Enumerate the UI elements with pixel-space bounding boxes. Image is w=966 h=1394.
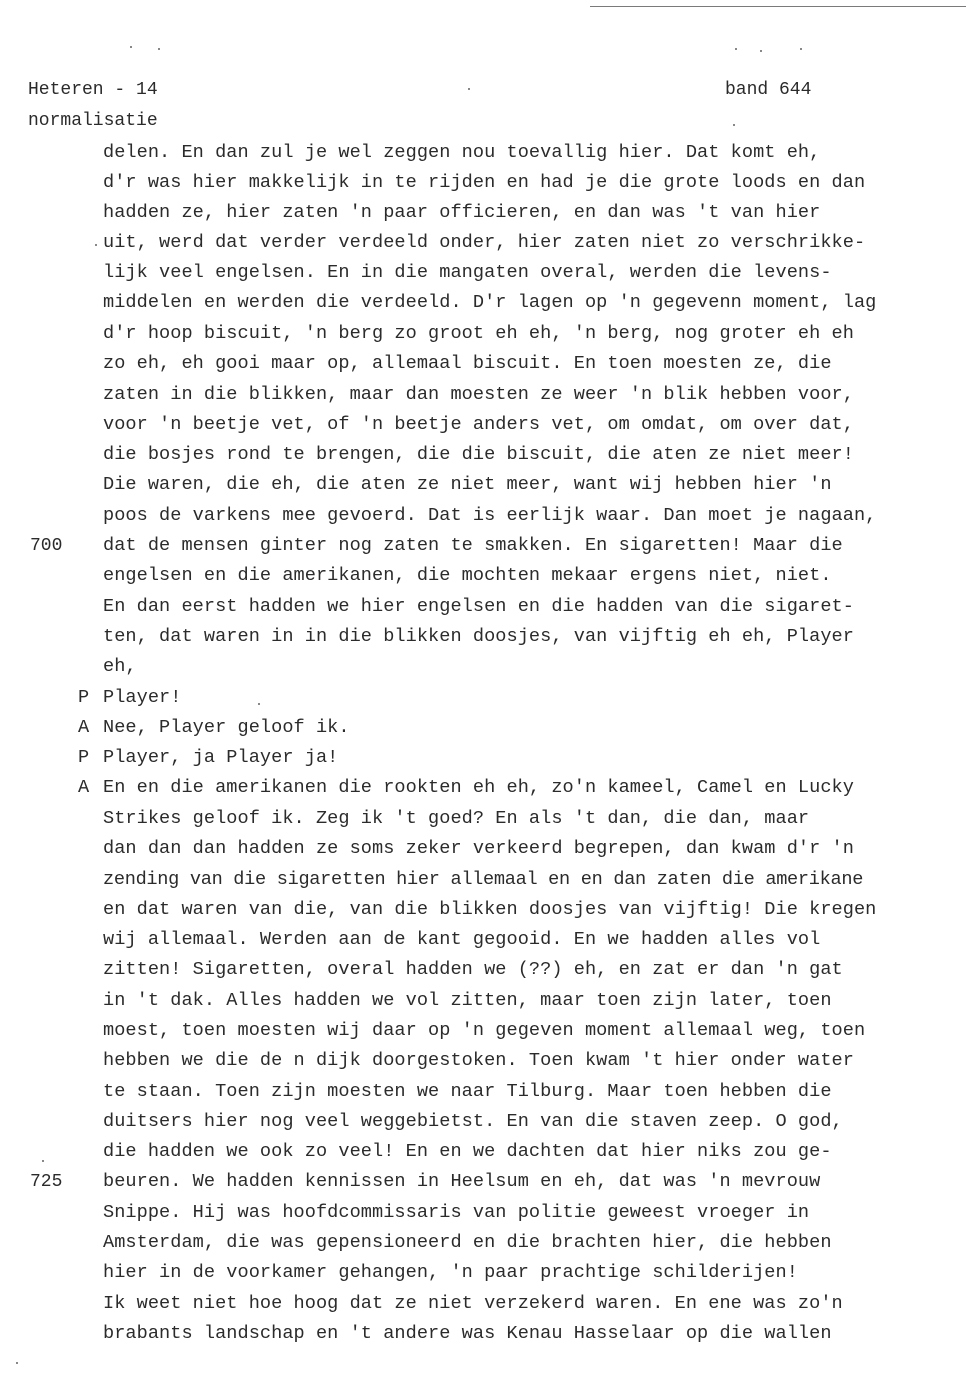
speaker-label: P xyxy=(78,747,90,768)
transcript-line: en dat waren van die, van die blikken doosjes van vijftig! Die kregen xyxy=(103,899,877,920)
transcript-line: delen. En dan zul je wel zeggen nou toevallig hier. Dat komt eh, xyxy=(103,142,821,163)
transcript-line: dat de mensen ginter nog zaten te smakken. En sigaretten! Maar die xyxy=(103,535,843,556)
tape-number: band 644 xyxy=(725,80,812,100)
transcript-line: moest, toen moesten wij daar op 'n gegeven moment allemaal weg, toen xyxy=(103,1020,866,1041)
transcript-line: Player, ja Player ja! xyxy=(103,747,339,768)
transcript-line: Strikes geloof ik. Zeg ik 't goed? En als 't dan, die dan, maar xyxy=(103,808,810,829)
scan-speck xyxy=(735,48,737,50)
transcript-line: brabants landschap en 't andere was Kenau Hasselaar op die wallen xyxy=(103,1323,832,1344)
transcript-line: lijk veel engelsen. En in die mangaten overal, werden die levens- xyxy=(103,262,832,283)
transcript-line: wij allemaal. Werden aan de kant gegooid. En we hadden alles vol xyxy=(103,929,821,950)
transcript-line: Die waren, die eh, die aten ze niet meer, want wij hebben hier 'n xyxy=(103,474,832,495)
transcript-line: dan dan dan hadden ze soms zeker verkeerd begrepen, dan kwam d'r 'n xyxy=(103,838,854,859)
scan-speck xyxy=(42,1160,44,1162)
transcript-line: hier in de voorkamer gehangen, 'n paar prachtige schilderijen! xyxy=(103,1262,798,1283)
document-title: Heteren - 14 xyxy=(28,80,158,100)
transcript-line: hadden ze, hier zaten 'n paar officieren, en dan was 't van hier xyxy=(103,202,821,223)
scan-speck xyxy=(158,48,160,50)
scan-speck xyxy=(733,124,735,126)
scan-speck xyxy=(468,88,470,90)
transcript-line: En dan eerst hadden we hier engelsen en die hadden van die sigaret- xyxy=(103,596,854,617)
speaker-label: P xyxy=(78,687,90,708)
speaker-label: A xyxy=(78,777,90,798)
line-number: 725 xyxy=(30,1172,63,1192)
transcript-line: zaten in die blikken, maar dan moesten ze weer 'n blik hebben voor, xyxy=(103,384,854,405)
transcript-line: ten, dat waren in in die blikken doosjes, van vijftig eh eh, Player xyxy=(103,626,854,647)
transcript-line: Nee, Player geloof ik. xyxy=(103,717,350,738)
transcript-line: beuren. We hadden kennissen in Heelsum en eh, dat was 'n mevrouw xyxy=(103,1171,821,1192)
transcript-line: middelen en werden die verdeeld. D'r lagen op 'n gegevenn moment, lag xyxy=(103,292,877,313)
transcript-line: in 't dak. Alles hadden we vol zitten, maar toen zijn later, toen xyxy=(103,990,832,1011)
transcript-line: En en die amerikanen die rookten eh eh, zo'n kameel, Camel en Lucky xyxy=(103,777,854,798)
transcript-line: die bosjes rond te brengen, die die biscuit, die aten ze niet meer! xyxy=(103,444,854,465)
transcript-line: duitsers hier nog veel weggebietst. En van die staven zeep. O god, xyxy=(103,1111,843,1132)
scan-speck xyxy=(95,244,97,246)
transcript-line: die hadden we ook zo veel! En en we dachten dat hier niks zou ge- xyxy=(103,1141,832,1162)
speaker-label: A xyxy=(78,717,90,738)
transcript-line: eh, xyxy=(103,656,137,677)
transcript-line: voor 'n beetje vet, of 'n beetje anders vet, om omdat, om over dat, xyxy=(103,414,854,435)
transcript-line: poos de varkens mee gevoerd. Dat is eerlijk waar. Dan moet je nagaan, xyxy=(103,505,877,526)
transcript-line: te staan. Toen zijn moesten we naar Tilburg. Maar toen hebben die xyxy=(103,1081,832,1102)
transcript-line: engelsen en die amerikanen, die mochten mekaar ergens niet, niet. xyxy=(103,565,832,586)
transcript-line: Ik weet niet hoe hoog dat ze niet verzekerd waren. En ene was zo'n xyxy=(103,1293,843,1314)
scan-speck xyxy=(760,50,762,52)
transcript-line: zitten! Sigaretten, overal hadden we (??) eh, en zat er dan 'n gat xyxy=(103,959,843,980)
transcript-line: d'r hoop biscuit, 'n berg zo groot eh eh, 'n berg, nog groter eh eh xyxy=(103,323,854,344)
transcript-line: Player! xyxy=(103,687,182,708)
document-subtitle: normalisatie xyxy=(28,111,158,131)
transcript-line: Amsterdam, die was gepensioneerd en die brachten hier, die hebben xyxy=(103,1232,832,1253)
top-rule xyxy=(590,6,966,7)
scan-speck xyxy=(800,48,802,50)
transcript-line: zo eh, eh gooi maar op, allemaal biscuit. En toen moesten ze, die xyxy=(103,353,832,374)
transcript-line: Snippe. Hij was hoofdcommissaris van politie geweest vroeger in xyxy=(103,1202,810,1223)
scan-speck xyxy=(130,46,132,48)
scan-speck xyxy=(16,1362,18,1364)
transcript-line: zending van die sigaretten hier allemaal en en dan zaten die amerikane xyxy=(103,869,864,890)
line-number: 700 xyxy=(30,536,63,556)
transcript-line: uit, werd dat verder verdeeld onder, hier zaten niet zo verschrikke- xyxy=(103,232,866,253)
scan-speck xyxy=(258,703,260,705)
transcript-line: d'r was hier makkelijk in te rijden en had je die grote loods en dan xyxy=(103,172,866,193)
transcript-line: hebben we die de n dijk doorgestoken. Toen kwam 't hier onder water xyxy=(103,1050,854,1071)
